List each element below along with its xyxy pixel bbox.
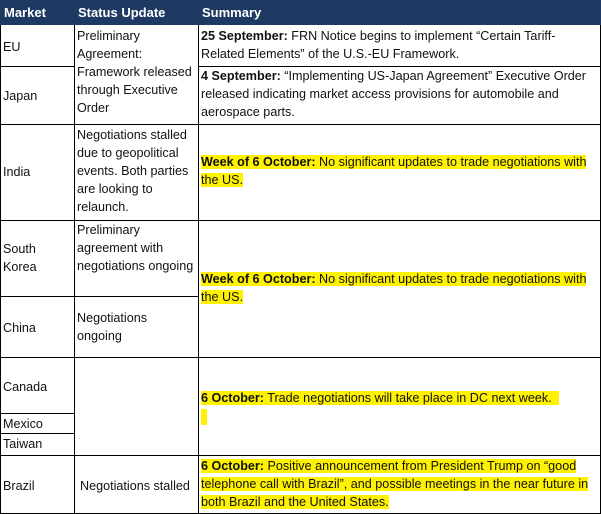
summary-date: 4 September: xyxy=(201,69,281,83)
summary-date: 6 October: xyxy=(201,391,264,405)
header-status-update: Status Update xyxy=(74,0,198,25)
status-china-canada-mexico-taiwan: Negotiations ongoing xyxy=(77,311,148,343)
summary-india xyxy=(201,153,599,189)
grid-line xyxy=(0,25,1,514)
summary-text: No significant updates to trade negotiations with the US. xyxy=(201,155,587,187)
summary-text: Positive announcement from President Trump on “good telephone call with Brazil”, and possible meetings in the near future in both Brazil and the United States. xyxy=(201,459,589,509)
summary-date: 25 September: xyxy=(201,29,288,43)
highlight-mark xyxy=(201,409,207,425)
summary-date: Week of 6 October: xyxy=(201,155,316,169)
summary-text: Trade negotiations will take place in DC next week. xyxy=(263,391,552,405)
summary-text: FRN Notice begins to implement “Certain Tariff-Related Elements” of the U.S.-EU Framework. xyxy=(201,29,556,61)
market-south-korea: South Korea xyxy=(3,242,37,274)
grid-line xyxy=(0,413,74,414)
summary-text: No significant updates to trade negotiations with the US. xyxy=(201,272,587,304)
grid-line xyxy=(0,455,601,456)
market-mexico: Mexico xyxy=(3,417,43,431)
status-south-korea: Preliminary agreement with negotiations ongoing xyxy=(77,223,194,273)
market-india: India xyxy=(3,165,31,179)
header-summary: Summary xyxy=(198,0,601,25)
market-china: China xyxy=(3,321,36,335)
summary-eu xyxy=(201,27,597,63)
summary-korea-china xyxy=(201,270,599,306)
status-eu-japan: Preliminary Agreement: Framework released through Executive Order xyxy=(77,29,192,115)
grid-line xyxy=(0,124,601,125)
summary-japan xyxy=(201,67,597,121)
summary-date: 6 October: xyxy=(201,459,264,473)
grid-line xyxy=(74,25,75,514)
market-canada: Canada xyxy=(3,380,48,394)
grid-line xyxy=(198,25,199,514)
summary-date: Week of 6 October: xyxy=(201,272,316,286)
header-market: Market xyxy=(0,0,74,25)
grid-line xyxy=(0,296,198,297)
summary-brazil xyxy=(201,457,599,511)
summary-text: “Implementing US-Japan Agreement” Executive Order released indicating market access provisions for automobile and aerospace parts. xyxy=(201,69,586,119)
grid-line xyxy=(0,433,74,434)
status-india: Negotiations stalled due to geopolitical events. Both parties are looking to relaunch. xyxy=(77,128,189,214)
status-brazil: Negotiations stalled xyxy=(80,479,190,493)
grid-line xyxy=(0,66,74,67)
summary-canada-mexico-taiwan xyxy=(201,389,599,407)
market-eu: EU xyxy=(3,40,21,54)
market-taiwan: Taiwan xyxy=(3,437,43,451)
market-brazil: Brazil xyxy=(3,479,35,493)
grid-line xyxy=(0,357,601,358)
market-japan: Japan xyxy=(3,89,38,103)
